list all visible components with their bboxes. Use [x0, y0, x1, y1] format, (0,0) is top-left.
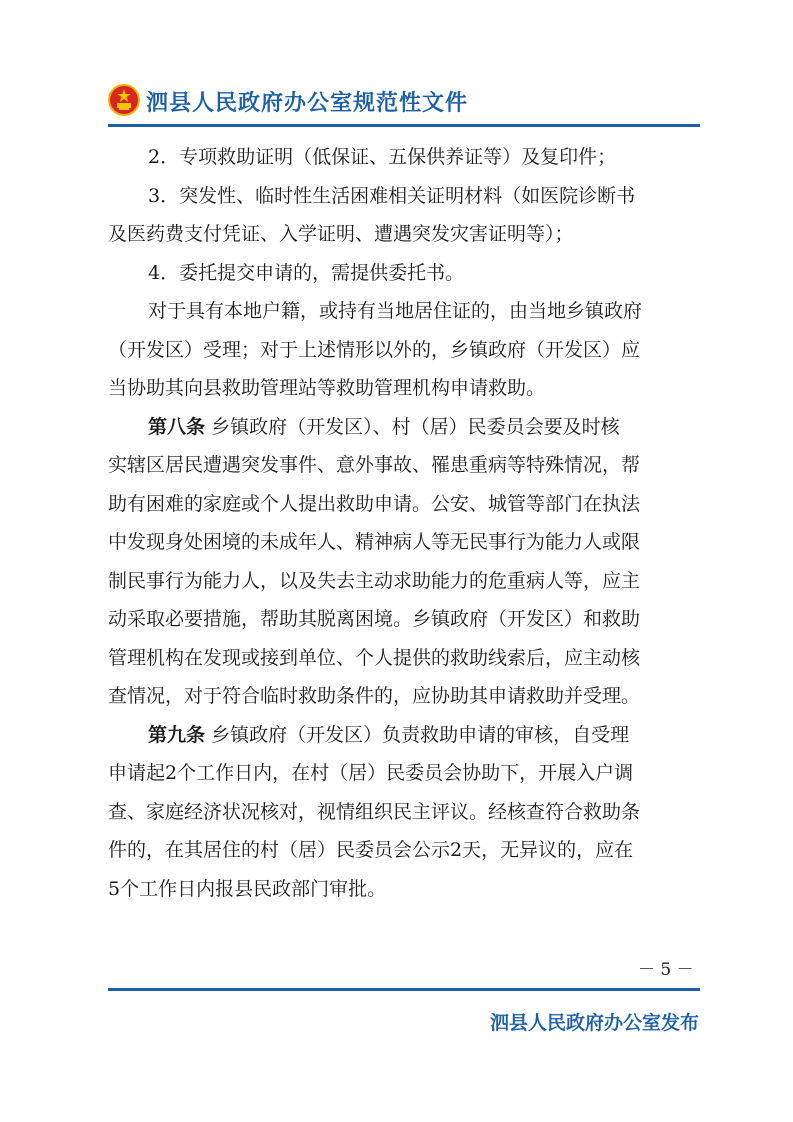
article-8-heading: 第八条 — [148, 415, 206, 438]
body-line: 5个工作日内报县民政部门审批。 — [108, 877, 387, 900]
body-line: 制民事行为能力人，以及失去主动求助能力的危重病人等，应主 — [108, 569, 641, 592]
body-line: 对于具有本地户籍，或持有当地居住证的，由当地乡镇政府 — [148, 300, 643, 322]
body-line: 申请起2个工作日内，在村（居）民委员会协助下，开展入户调 — [108, 762, 634, 784]
body-line: 查、家庭经济状况核对，视情组织民主评议。经核查符合救助条 — [108, 800, 641, 823]
body-line: 中发现身处困境的未成年人、精神病人等无民事行为能力人或限 — [108, 531, 641, 553]
document-header — [108, 82, 698, 126]
body-line: 2．专项救助证明（低保证、五保供养证等）及复印件； — [148, 146, 617, 168]
header-rule — [108, 124, 700, 127]
body-line: 动采取必要措施，帮助其脱离困境。乡镇政府（开发区）和救助 — [108, 608, 641, 630]
page-number: － 5 － — [638, 960, 694, 980]
body-line: 查情况，对于符合临时救助条件的，应协助其申请救助并受理。 — [108, 685, 641, 707]
body-line: 管理机构在发现或接到单位、个人提供的救助线索后，应主动核 — [108, 646, 641, 669]
body-line: 乡镇政府（开发区）、村（居）民委员会要及时核 — [211, 415, 620, 438]
body-line: 4．委托提交申请的，需提供委托书。 — [148, 261, 465, 284]
header-title: 泗县人民政府办公室规范性文件 — [146, 91, 469, 116]
footer-publisher: 泗县人民政府办公室发布 — [490, 1012, 700, 1034]
document-body — [108, 138, 698, 908]
article-8-first-line — [108, 408, 698, 447]
article-9-heading: 第九条 — [148, 723, 206, 746]
body-line: 件的，在其居住的村（居）民委员会公示2天，无异议的，应在 — [108, 839, 634, 861]
body-line: 乡镇政府（开发区）负责救助申请的审核，自受理 — [211, 723, 630, 746]
body-line: 当协助其向县救助管理站等救助管理机构申请救助。 — [108, 377, 546, 399]
body-line: 实辖区居民遭遇突发事件、意外事故、罹患重病等特殊情况，帮 — [108, 454, 641, 476]
body-line: 3．突发性、临时性生活困难相关证明材料（如医院诊断书 — [148, 184, 636, 207]
footer-rule — [108, 988, 700, 991]
body-line: 助有困难的家庭或个人提出救助申请。公安、城管等部门在执法 — [108, 492, 641, 515]
body-line: 及医药费支付凭证、入学证明、遭遇突发灾害证明等）； — [108, 223, 574, 245]
article-9-first-line — [108, 716, 698, 755]
national-emblem-icon — [108, 84, 140, 116]
body-line: （开发区）受理；对于上述情形以外的，乡镇政府（开发区）应 — [108, 338, 641, 361]
